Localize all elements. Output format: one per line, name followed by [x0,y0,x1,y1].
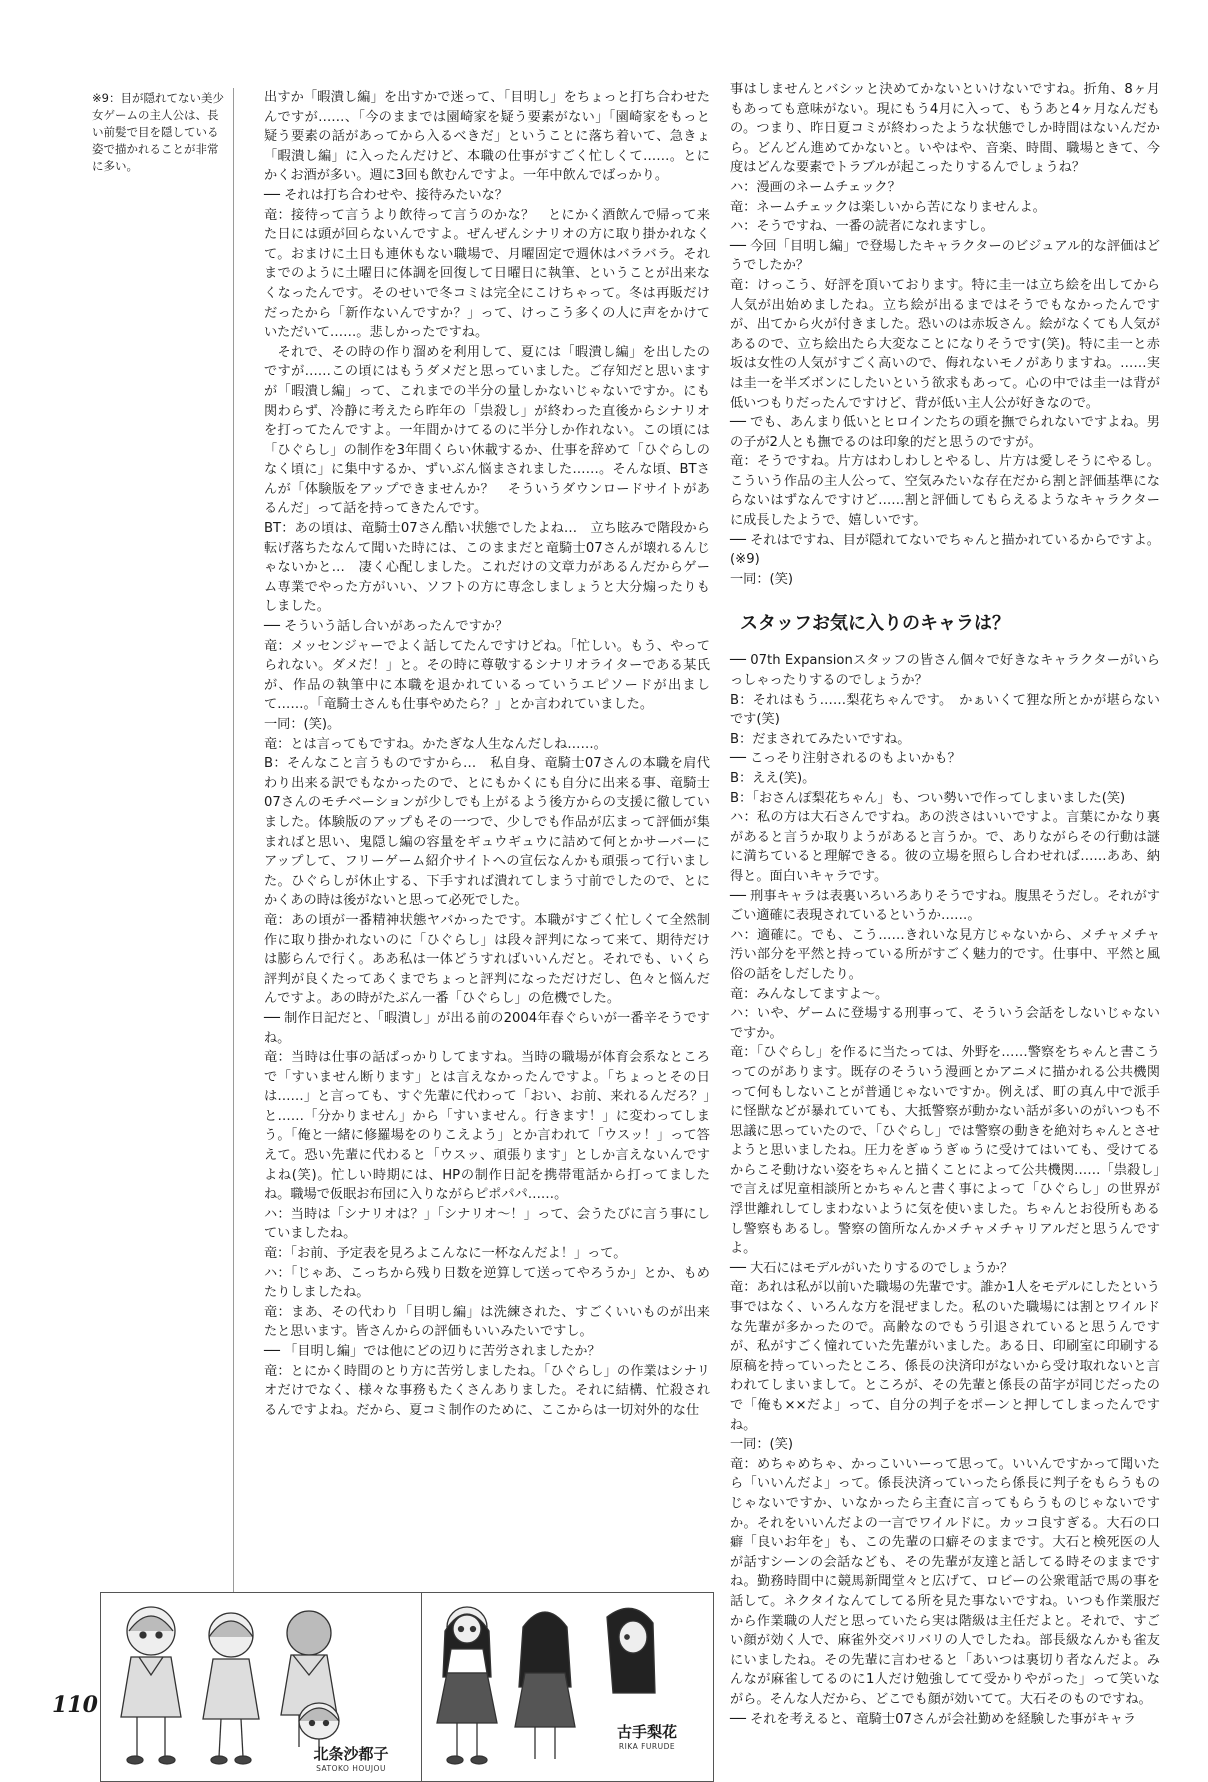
paragraph: B：ええ(笑)。 [730,771,816,786]
article-column-left [264,88,710,1420]
paragraph: ── 刑事キャラは表裏いろいろありそうですね。腹黒そうだし。それがすごい適確に表現されているというか……。 [730,888,1160,924]
satoko-name-label [291,1743,411,1773]
paragraph: ハ：「じゃあ、こっちから残り日数を逆算して送ってやろうか」とか、もめたりしましたね。 [264,1265,710,1301]
paragraph: ── 「目明し編」では他にどの辺りに苦労されましたか？ [264,1344,601,1359]
paragraph: ハ：そうですね、一番の読者になれますし。 [730,219,994,235]
paragraph: ハ：当時は「シナリオは？」「シナリオ～！」って、会うたびに言う事にしていましたね。 [264,1206,710,1242]
column-divider [233,88,234,1608]
paragraph: 竜：「お前、予定表を見ろよこんなに一杯なんだよ！」って。 [264,1246,627,1262]
paragraph: ── 大石にはモデルがいたりするのでしょうか？ [730,1260,1014,1276]
page-number: 110 [52,1692,98,1718]
paragraph: 竜：けっこう、好評を頂いております。特に圭一は立ち絵を出してから人気が出始めましたね。立ち絵が出るまではそうでもなかったんですが、出てから火が付きました。恐いのは赤坂さん。絵がなくても人気があるので、立ち絵出たら大変なことになりそうです(笑)。特に圭一と赤坂は女性の人気がすごく高いので、侮れないモノがありますね。……実は圭一を半ズボンにしたいという欲求もあって。心の中では圭一は背が低いつもりだったんですけど、背が低い主人公が好きなので。 [730,277,1160,411]
footnote: ※9：目が隠れてない美少女ゲームの主人公は、長い前髪で目を隠している姿で描かれることが非常に多い。 [92,91,224,173]
paragraph: 竜：そうですね。片方はわしわしとやるし、片方は愛しそうにやるし。こういう作品の主人公って、空気みたいな存在だから割と評価基準にならないはずなんですけど……割と評価してもらえるようなキャラクターに成長したようで、嬉しいです。 [730,454,1160,529]
section-heading: スタッフお気に入りのキャラは？ [740,613,1010,635]
rika-name-label [587,1721,707,1751]
paragraph: 竜：当時は仕事の話ばっかりしてますね。当時の職場が体育会系なところで「すいません断ります」とは言えなかったんですよ。「ちょっとその日は……」と言っても、すぐ先輩に代わって「おい、お前、来れるんだろ？」と……「分かりません」から「すいません。行きます！」に変わってしまう。「俺と一緒に修羅場をのりこえよう」とか言われて「ウスッ！」って答えて。恐い先輩に代わると「ウスッ、頑張ります」としか言えないんですよね(笑)。忙しい時期には、HPの制作日記を携帯電話から打ってましたね。職場で仮眠お布団に入りながらピポパパ……。 [264,1050,710,1203]
paragraph: 竜：とにかく時間のとり方に苦労しましたね。「ひぐらし」の作業はシナリオだけでなく、様々な事務もたくさんありました。それに結構、忙殺されるんですよね。だから、夏コミ制作のために、ここからは一切対外的な仕 [264,1363,710,1418]
paragraph: それで、その時の作り溜めを利用して、夏には「暇潰し編」を出したのですが……この頃にはもうダメだと思っていました。ご存知だと思いますが「暇潰し編」って、これまでの半分の量しかないじゃないですか。にも関わらず、冷静に考えたら昨年の「祟殺し」が終わった直後からシナリオを打ってたんですよ。一年間かけてるのに半分しか作れない。この頃には「ひぐらし」の制作を3年間くらい休載するか、仕事を辞めて「ひぐらしのなく頃に」に集中するか、ずいぶん悩まされました……。そんな頃、BTさんが「体験版をアップできませんか？ そういうダウンロードサイトがあるんだ」って話を持ってきたんです。 [264,344,710,517]
paragraph: 竜：めちゃめちゃ、かっこいいーって思って。いいんですかって聞いたら「いいんだよ」って。係長決済っていったら係長に判子をもらうものじゃないですか、いなかったら主査に言ってもらうものじゃないですか。それをいいんだよの一言でワイルドに。カッコ良すぎる。大石の口癖「良いお年を」も、この先輩の口癖そのままです。大石と検死医の人が話すシーンの会話なども、その先輩が友達と話してる時そのままですね。勤務時間中に競馬新聞堂々と広げて、ロビーの公衆電話で馬の事を話して。ネクタイなんてしてる所を見た事ないですね。いつも作業服だから作業職の人だと思っていたら実は階級は主任だよと。それで、すごい顔が効く人で、麻雀外交バリバリの人でしたね。部長級なんかも雀友にいましたね。その先輩に言わせると「あいつは裏切り者なんだよ。みんなが麻雀してるのに1人だけ勉強してて受かりやがった」って笑いながら。そんな人だから、どこでも顔が効いてて。大石そのものですね。 [730,1456,1160,1707]
paragraph: ── それはですね、目が隠れてないでちゃんと描かれているからですよ。(※9) [730,532,1160,568]
paragraph: ── それは打ち合わせや、接待みたいな？ [264,187,508,203]
paragraph: 一同：(笑) [730,1437,794,1453]
paragraph: 竜：「ひぐらし」を作るに当たっては、外野を……警察をちゃんと書こうってのがあります。既存のそういう漫画とかアニメに描かれる公共機関って何もしないことが普通じゃないですか。例えば、町の真ん中で派手に怪獣などが暴れていても、大抵警察が動かない話が多いのがいつも不思議に思っていたので、「ひぐらし」では警察の動きを絶対ちゃんとさせようと思いましたね。圧力をぎゅうぎゅうに受けてはいても、受けてるからこそ動けない姿をちゃんと描くことによって公共機関……「祟殺し」で言えば児童相談所とかちゃんと書く事によって「ひぐらし」の世界が浮世離れしてしまわないように気を使いました。ちゃんとお役所もあるし警察もあるし。警察の箇所なんかメチャメチャリアルだと思うんですよ。 [730,1045,1160,1257]
paragraph: B：「おさんぽ梨花ちゃん」も、つい勢いで作ってしまいました(笑) [730,790,1126,806]
character-name-romaji: RIKA FURUDE [618,1742,676,1751]
paragraph: ハ：いや、ゲームに登場する刑事って、そういう会話をしないじゃないですか。 [730,1006,1160,1041]
paragraph: B：それはもう……梨花ちゃんです。 かぁいくて狸な所とかが堪らないです(笑) [730,692,1160,728]
paragraph: 竜：メッセンジャーでよく話してたんですけどね。「忙しい。もう、やってられない。ダメだ！」と。その時に尊敬するシナリオライターである某氏が、作品の執筆中に本職を退かれているっていうエピソードが出まして……。「竜騎士さんも仕事やめたら？」とか言われていました。 [264,638,710,713]
paragraph: ハ：私の方は大石さんですね。あの渋さはいいですよ。言葉にかなり裏があると言うか取りようがあると言うか。で、ありながらその行動は謎に満ちていると理解できる。彼の立場を照らし合わせれば……ああ、納得と。面白いキャラです。 [730,810,1160,884]
paragraph: ── こっそり注射されるのもよいかも？ [730,751,961,767]
paragraph: 竜：ネームチェックは楽しいから苦になりませんよ。 [730,199,1046,215]
paragraph: ハ：適確に。でも、こう……きれいな見方じゃないから、メチャメチャ汚い部分を平然と持っている所がすごく魅力的です。仕事中、平然と風俗の話をしだしたり。 [730,927,1160,982]
character-name: 古手梨花 [616,1723,677,1741]
paragraph: 竜：あれは私が以前いた職場の先輩です。誰か1人をモデルにしたという事ではなく、いろんな方を混ぜました。私のいた職場には割とワイルドな先輩が多かったので。高齢なのでもう引退されていると思うんですが、私がすごく憧れていた先輩がいました。ある日、印刷室に印刷する原稿を持っていったところ、係長の決済印がないから受け取れないと言われてしまいまして。ところが、その先輩と係長の苗字が同じだったので「俺も××だよ」って、自分の判子をポーンと押してしまったんですね。 [730,1280,1160,1433]
paragraph: 出すか「暇潰し編」を出すかで迷って、「目明し」をちょっと打ち合わせたんですが……、「今のままでは園崎家を疑う要素がない」「園崎家をもっと疑う要素の話があってから入るべきだ」ということに落ち着いて、急きょ「暇潰し編」に入ったんだけど、本職の仕事がすごく忙しくて……。とにかくお酒が多い。週に3回も飲むんですよ。一年中飲んでばっかり。 [264,90,710,184]
paragraph: 竜：まあ、その代わり「目明し編」は洗練された、すごくいいものが出来たと思います。皆さんからの評価もいいみたいですし。 [264,1304,710,1340]
paragraph: 竜：接待って言うより飲待って言うのかな？ とにかく酒飲んで帰って来た日には頭が回らないんですよ。ぜんぜんシナリオの方に取り掛かれなくて。おまけに土日も連休もない職場で、月曜固定で週休はバラバラ。それまでのように土曜日に体調を回復して日曜日に執筆、ということが出来なくなったんです。そのせいで冬コミは完全にこけちゃって。冬は再販だけだったから「新作ないんですか？」って、けっこう多くの人に声をかけていただいて……。悲しかったですね。 [264,207,710,341]
paragraph: 一同：(笑) [730,571,794,587]
paragraph: 事はしませんとバシッと決めてかないといけないですね。折角、8ヶ月もあっても意味がない。現にもう4月に入って、もうあと4ヶ月なんだもの。つまり、昨日夏コミが終わったような状態でしか時間はないんだから。どんどん進めてかないと。いやはや、音楽、時間、職場ときて、今度はどんな要素でトラブルが起こったりするんでしょうね？ [730,82,1160,176]
character-name: 北条沙都子 [313,1745,389,1763]
paragraph: 竜：とは言ってもですね。かたぎな人生なんだしね……。 [264,736,607,752]
article-column-right [730,80,1160,1729]
paragraph: 竜：あの頃が一番精神状態ヤバかったです。本職がすごく忙しくて全然制作に取り掛かれないのに「ひぐらし」は段々評判になって来て、期待だけは膨らんで行く。ああ私は一体どうすればいいんだと。それでも、いくら評判が良くたってあくまでちょっと評判になっただけだし、色々と悩んだんですよ。あの時がたぶん一番「ひぐらし」の危機でした。 [264,912,710,1007]
paragraph: 一同：(笑)。 [264,717,341,732]
paragraph: B：そんなこと言うものですから… 私自身、竜騎士07さんの本職を肩代わり出来る訳でもなかったので、とにもかくにも自分に出来る事、竜騎士07さんのモチベーションが少しでも上がるよう後方からの支援に徹していました。体験版のアップもその一つで、少しでも作品が広まって評価が集まればと思い、鬼隠し編の容量をギュウギュウに詰めて何とかサーバーにアップして、フリーゲーム紹介サイトへの宣伝なんかも頑張って行いました。ひぐらしが休止する、下手すれば潰れてしまう寸前でしたので、とにかくあの時は後がないと思って必死でした。 [264,756,710,909]
paragraph: ── 今回「目明し編」で登場したキャラクターのビジュアル的な評価はどうでしたか？ [730,238,1160,274]
paragraph: ── それを考えると、竜騎士07さんが会社勤めを経験した事がキャラ [730,1711,1137,1727]
paragraph: ── でも、あんまり低いとヒロインたちの頭を撫でられないですよね。男の子が2人とも撫でるのは印象的だと思うのですが。 [730,415,1160,450]
paragraph: B：だまされてみたいですね。 [730,731,911,747]
panel-divider [421,1593,422,1781]
paragraph: ── 07th Expansionスタッフの皆さん個々で好きなキャラクターがいらっしゃったりするのでしょうか？ [730,653,1160,689]
paragraph: ── そういう話し合いがあったんですか？ [264,619,509,635]
paragraph: BT：あの頃は、竜騎士07さん酷い状態でしたよね… 立ち眩みで階段から転げ落ちたなんて聞いた時には、このままだと竜騎士07さんが壊れるんじゃないかと… 凄く心配しました。これだけの文章力があるんだからゲーム専業でやった方がいい、ソフトの方に専念しましょうと大分煽ったりもしました。 [264,521,710,615]
paragraph: ── 制作日記だと、「暇潰し」が出る前の2004年春ぐらいが一番辛そうですね。 [264,1010,710,1046]
paragraph: ハ：漫画のネームチェック？ [730,179,901,195]
paragraph: 竜：みんなしてますよ～。 [730,986,889,1002]
character-name-romaji: SATOKO HOUJOU [316,1764,386,1773]
